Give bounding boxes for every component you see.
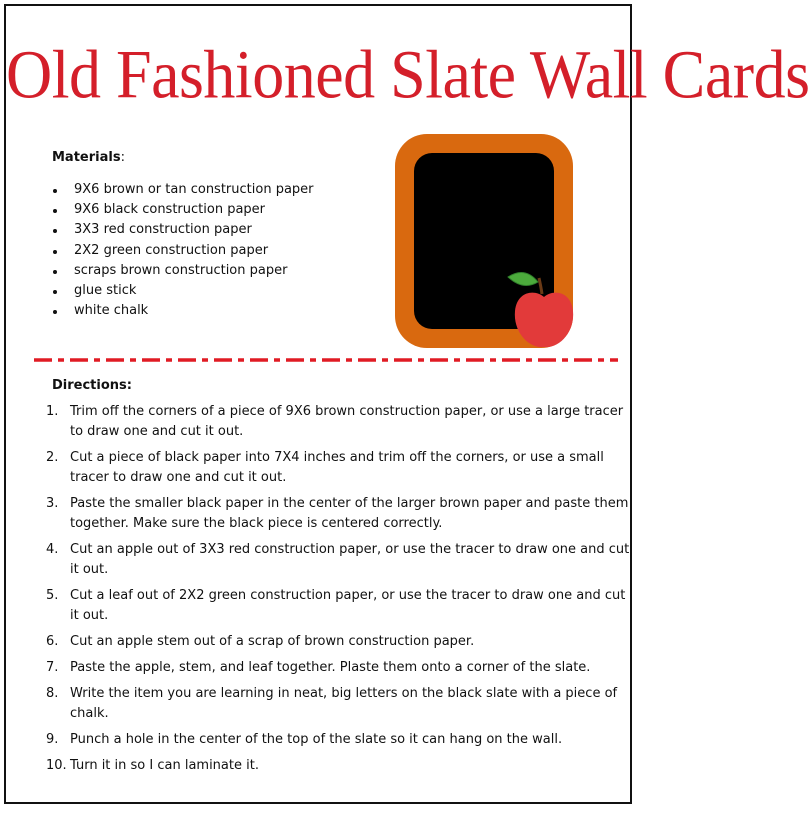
- materials-heading: [52, 150, 125, 165]
- step-text: Cut a piece of black paper into 7X4 inches and trim off the corners, or use a small tracer to draw one and cut it out.: [70, 450, 604, 485]
- step-number: 10.: [46, 758, 67, 773]
- step-number: 9.: [46, 732, 59, 747]
- dashed-divider: [34, 358, 618, 362]
- materials-item: 2X2 green construction paper: [50, 241, 314, 261]
- direction-step: [46, 494, 630, 534]
- step-text: Cut an apple stem out of a scrap of brown construction paper.: [70, 634, 475, 649]
- directions-list: [46, 402, 630, 782]
- direction-step: [46, 632, 630, 652]
- materials-item: 3X3 red construction paper: [50, 220, 314, 240]
- materials-heading-colon: :: [120, 150, 125, 165]
- materials-item: 9X6 black construction paper: [50, 200, 314, 220]
- direction-step: [46, 756, 630, 776]
- step-number: 3.: [46, 496, 59, 511]
- materials-list: [50, 180, 314, 321]
- slate-with-apple-icon: [392, 131, 592, 356]
- step-text: Write the item you are learning in neat, big letters on the black slate with a piece of chalk.: [70, 686, 618, 721]
- materials-item: scraps brown construction paper: [50, 261, 314, 281]
- step-text: Paste the apple, stem, and leaf together. Plaste them onto a corner of the slate.: [70, 660, 591, 675]
- step-text: Paste the smaller black paper in the center of the larger brown paper and paste them together. Make sure the black piece is centered correctly.: [70, 496, 629, 531]
- direction-step: [46, 684, 630, 724]
- step-number: 4.: [46, 542, 59, 557]
- step-number: 7.: [46, 660, 59, 675]
- direction-step: [46, 448, 630, 488]
- worksheet-page: [4, 4, 809, 804]
- step-text: Cut an apple out of 3X3 red construction paper, or use the tracer to draw one and cut it out.: [70, 542, 630, 577]
- page-title: Old Fashioned Slate Wall Cards: [6, 36, 809, 113]
- directions-heading: Directions:: [52, 378, 132, 393]
- direction-step: [46, 586, 630, 626]
- direction-step: [46, 402, 630, 442]
- step-text: Punch a hole in the center of the top of the slate so it can hang on the wall.: [70, 732, 563, 747]
- materials-item: glue stick: [50, 281, 314, 301]
- step-text: Trim off the corners of a piece of 9X6 brown construction paper, or use a large tracer to draw one and cut it out.: [70, 404, 624, 439]
- direction-step: [46, 730, 630, 750]
- materials-heading-label: Materials: [52, 150, 121, 165]
- step-number: 8.: [46, 686, 59, 701]
- direction-step: [46, 658, 630, 678]
- materials-item: 9X6 brown or tan construction paper: [50, 180, 314, 200]
- direction-step: [46, 540, 630, 580]
- step-number: 5.: [46, 588, 59, 603]
- step-text: Turn it in so I can laminate it.: [70, 758, 259, 773]
- materials-item: white chalk: [50, 301, 314, 321]
- step-number: 6.: [46, 634, 59, 649]
- step-number: 2.: [46, 450, 59, 465]
- step-number: 1.: [46, 404, 59, 419]
- step-text: Cut a leaf out of 2X2 green construction paper, or use the tracer to draw one and cut it out.: [70, 588, 626, 623]
